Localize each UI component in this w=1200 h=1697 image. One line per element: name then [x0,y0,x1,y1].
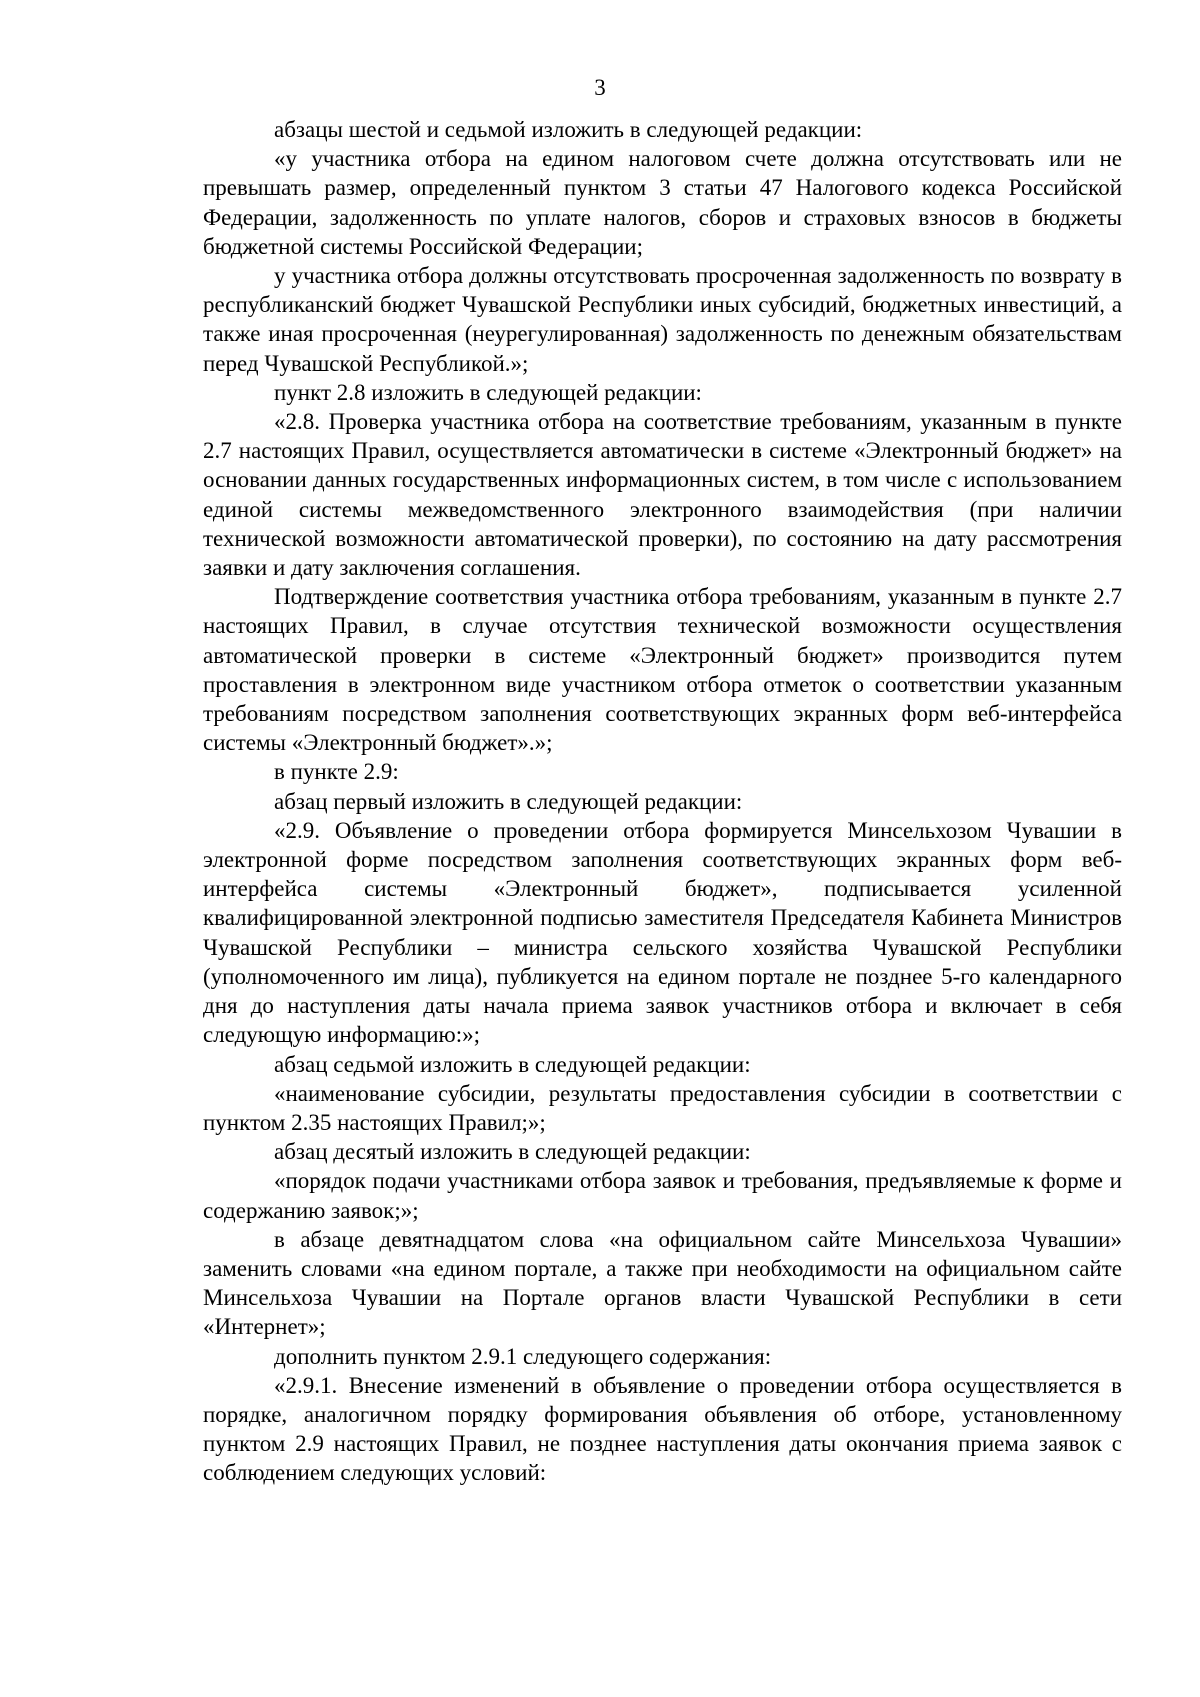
paragraph: у участника отбора должны отсутствовать просроченная задолженность по возврату в республиканский бюджет Чувашской Республики иных субсидий, бюджетных инвестиций, а также иная просроченная (неурегулированная) задолженность по денежным обязательствам перед Чувашской Республикой.»; [203,263,1122,376]
paragraph: пункт 2.8 изложить в следующей редакции: [274,379,702,405]
paragraph: в пункте 2.9: [274,759,399,785]
paragraph: абзац первый изложить в следующей редакции: [274,788,743,814]
paragraph: абзац десятый изложить в следующей редакции: [274,1139,751,1165]
paragraph: «порядок подачи участниками отбора заявок и требования, предъявляемые к форме и содержанию заявок;»; [203,1168,1122,1223]
paragraph: «наименование субсидии, результаты предоставления субсидии в соответствии с пунктом 2.35 настоящих Правил;»; [203,1080,1122,1135]
paragraph: «у участника отбора на едином налоговом счете должна отсутствовать или не превышать размер, определенный пунктом 3 статьи 47 Налогового кодекса Российской Федерации, задолженность по уплате налогов, сборов и страховых взносов в бюджеты бюджетной системы Российской Федерации; [203,146,1122,259]
paragraph: «2.9. Объявление о проведении отбора формируется Минсельхозом Чувашии в электронной форме посредством заполнения соответствующих экранных форм веб-интерфейса системы «Электронный бюджет», подписывается усиленной квалифицированной электронной подписью заместителя Председателя Кабинета Министров Чувашской Республики – министра сельского хозяйства Чувашской Республики (уполномоченного им лица), публикуется на едином портале не позднее 5-го календарного дня до наступления даты начала приема заявок участников отбора и включает в себя следующую информацию:»; [203,817,1122,1048]
page-number: 3 [594,75,606,100]
paragraph: дополнить пунктом 2.9.1 следующего содержания: [274,1343,772,1369]
paragraph: абзацы шестой и седьмой изложить в следующей редакции: [274,117,863,142]
paragraph: абзац седьмой изложить в следующей редакции: [274,1051,751,1077]
document-body [203,115,1122,1488]
paragraph: «2.8. Проверка участника отбора на соответствие требованиям, указанным в пункте 2.7 настоящих Правил, осуществляется автоматически в системе «Электронный бюджет» на основании данных государственных информационных систем, в том числе с использованием единой системы межведомственного электронного взаимодействия (при наличии технической возможности автоматической проверки), по состоянию на дату рассмотрения заявки и дату заключения соглашения. [203,409,1122,581]
paragraph: «2.9.1. Внесение изменений в объявление о проведении отбора осуществляется в порядке, аналогичном порядку формирования объявления об отборе, установленному пунктом 2.9 настоящих Правил, не позднее наступления даты окончания приема заявок с соблюдением следующих условий: [203,1372,1122,1486]
paragraph: Подтверждение соответствия участника отбора требованиям, указанным в пункте 2.7 настоящих Правил, в случае отсутствия технической возможности осуществления автоматической проверки в системе «Электронный бюджет» производится путем проставления в электронном виде участником отбора отметок о соответствии указанным требованиям посредством заполнения соответствующих экранных форм веб-интерфейса системы «Электронный бюджет».»; [203,584,1122,756]
paragraph: в абзаце девятнадцатом слова «на официальном сайте Минсельхоза Чувашии» заменить словами «на едином портале, а также при необходимости на официальном сайте Минсельхоза Чувашии на Портале органов власти Чувашской Республики в сети «Интернет»; [203,1226,1122,1340]
